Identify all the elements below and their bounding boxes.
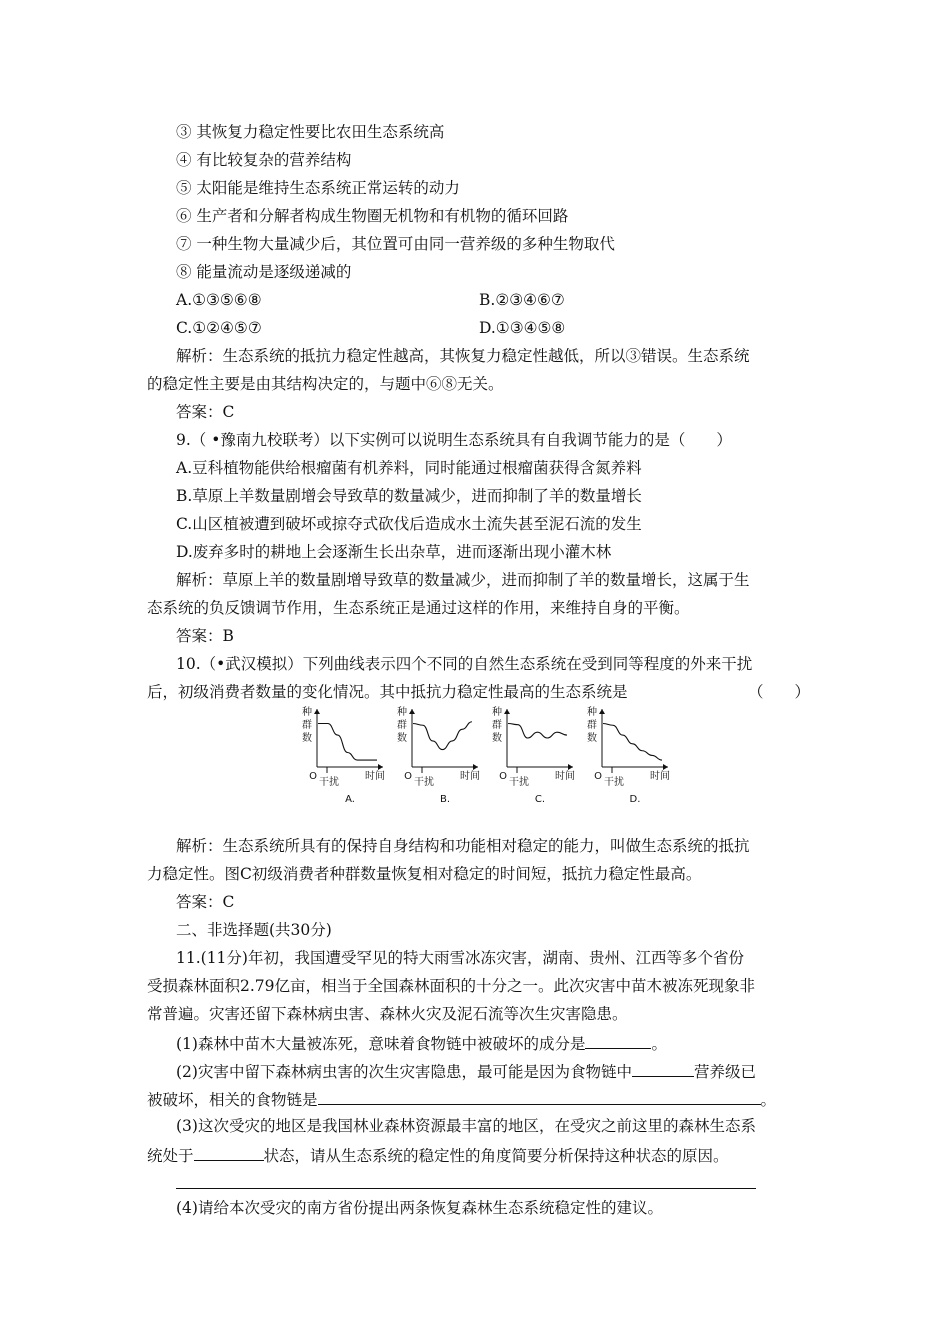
panel-c-ylabel-char: 种 — [492, 707, 502, 718]
panel-c-curve — [508, 724, 567, 739]
q8-answer: 答案：C — [176, 403, 235, 421]
q11-part2-end: 。 — [760, 1091, 777, 1109]
panel-a-y-arrow — [314, 709, 320, 714]
panel-d-ylabel-char: 群 — [587, 720, 597, 731]
q11-part2-line1 — [176, 1060, 756, 1082]
option-7: ⑦ 一种生物大量减少后，其位置可由同一营养级的多种生物取代 — [176, 235, 615, 253]
q11-part2-text-c: 被破坏，相关的食物链是 — [147, 1091, 318, 1109]
q9-analysis-line2: 态系统的负反馈调节作用，生态系统正是通过这样的作用，来维持自身的平衡。 — [147, 599, 690, 617]
q9-analysis-line1: 解析：草原上羊的数量剧增导致草的数量减少，进而抑制了羊的数量增长，这属于生 — [176, 571, 750, 589]
q9-choice-a: A.豆科植物能供给根瘤菌有机养料，同时能通过根瘤菌获得含氮养料 — [176, 459, 642, 477]
panel-d-ylabel-char: 种 — [587, 707, 597, 718]
q9-stem: 9.（ •豫南九校联考）以下实例可以说明生态系统具有自我调节能力的是（ ） — [176, 431, 732, 449]
q10-analysis-line1: 解析：生态系统所具有的保持自身结构和功能相对稳定的能力，叫做生态系统的抵抗 — [176, 837, 750, 855]
panel-a-curve — [318, 724, 377, 761]
population-curves-figure — [302, 703, 685, 808]
q8-analysis-line1: 解析：生态系统的抵抗力稳定性越高，其恢复力稳定性越低，所以③错误。生态系统 — [176, 347, 750, 365]
q11-part3-answer-line[interactable] — [176, 1188, 756, 1189]
panel-d-x-arrow — [663, 764, 668, 770]
panel-c-x-arrow — [568, 764, 573, 770]
panel-c-label: C. — [534, 794, 546, 805]
panel-c-xlabel: 时间 — [555, 771, 575, 782]
q8-choice-a: A.①③⑤⑥⑧ — [176, 291, 262, 309]
option-6: ⑥ 生产者和分解者构成生物圈无机物和有机物的循环回路 — [176, 207, 569, 225]
q11-part3-line1: (3)这次受灾的地区是我国林业森林资源最丰富的地区，在受灾之前这里的森林生态系 — [176, 1117, 756, 1135]
option-3: ③ 其恢复力稳定性要比农田生态系统高 — [176, 123, 445, 141]
q8-analysis-line2: 的稳定性主要是由其结构决定的，与题中⑥⑧无关。 — [147, 375, 504, 393]
panel-a-xlabel: 时间 — [365, 771, 385, 782]
q8-choice-d: D.①③④⑤⑧ — [479, 319, 566, 337]
panel-d-y-arrow — [599, 709, 605, 714]
population-curves-svg — [302, 703, 685, 808]
panel-a-ylabel-char: 种 — [302, 707, 312, 718]
panel-a-x-arrow — [378, 764, 383, 770]
panel-d-disturb-label: 干扰 — [604, 777, 624, 788]
q10-stem-line1: 10.（•武汉模拟）下列曲线表示四个不同的自然生态系统在受到同等程度的外来干扰 — [176, 655, 753, 673]
panel-a-ylabel-char: 群 — [302, 720, 312, 731]
option-4: ④ 有比较复杂的营养结构 — [176, 151, 352, 169]
panel-a-disturb-label: 干扰 — [319, 777, 339, 788]
panel-c-y-arrow — [504, 709, 510, 714]
panel-d-curve — [603, 724, 662, 761]
q11-part2-text-b: 营养级已 — [693, 1063, 756, 1081]
section-heading-nonchoice: 二、非选择题(共30分) — [176, 921, 332, 939]
q11-part1-end: 。 — [651, 1035, 667, 1053]
q11-part4: (4)请给本次受灾的南方省份提出两条恢复森林生态系统稳定性的建议。 — [176, 1199, 663, 1217]
panel-d-xlabel: 时间 — [650, 771, 670, 782]
q11-part3-state-blank[interactable] — [194, 1144, 264, 1161]
q10-answer: 答案：C — [176, 893, 235, 911]
option-5: ⑤ 太阳能是维持生态系统正常运转的动力 — [176, 179, 460, 197]
panel-b-disturb-label: 干扰 — [414, 777, 434, 788]
q11-part2-chain-blank[interactable] — [318, 1088, 761, 1105]
panel-c-ylabel-char: 群 — [492, 720, 502, 731]
panel-b-y-arrow — [409, 709, 415, 714]
panel-b-ylabel-char: 种 — [397, 707, 407, 718]
panel-a-ylabel-char: 数 — [302, 733, 312, 744]
panel-b-ylabel-char: 群 — [397, 720, 407, 731]
panel-c-ylabel-char: 数 — [492, 733, 502, 744]
panel-c-disturb-label: 干扰 — [509, 777, 529, 788]
q10-stem-line2: 后，初级消费者数量的变化情况。其中抵抗力稳定性最高的生态系统是 — [147, 683, 628, 701]
q10-analysis-line2: 力稳定性。图C初级消费者种群数量恢复相对稳定的时间短，抵抗力稳定性最高。 — [147, 865, 702, 883]
q11-stem-line3: 常普遍。灾害还留下森林病虫害、森林火灾及泥石流等次生灾害隐患。 — [147, 1005, 628, 1023]
panel-d-ylabel-char: 数 — [587, 733, 597, 744]
q9-choice-c: C.山区植被遭到破坏或掠夺式砍伐后造成水土流失甚至泥石流的发生 — [176, 515, 642, 533]
panel-a-origin-label: O — [309, 771, 317, 782]
q11-part3-text-c: 状态，请从生态系统的稳定性的角度简要分析保持这种状态的原因。 — [263, 1147, 729, 1165]
q11-part2-level-blank[interactable] — [632, 1060, 694, 1077]
q11-part1-blank[interactable] — [585, 1032, 651, 1049]
panel-b-ylabel-char: 数 — [397, 733, 407, 744]
panel-b-label: B. — [439, 794, 451, 805]
q9-choice-b: B.草原上羊数量剧增会导致草的数量减少，进而抑制了羊的数量增长 — [176, 487, 642, 505]
panel-b-xlabel: 时间 — [460, 771, 480, 782]
q11-part3-line2 — [147, 1144, 729, 1166]
option-8: ⑧ 能量流动是逐级递减的 — [176, 263, 352, 281]
q9-answer: 答案：B — [176, 627, 234, 645]
q11-stem-line1: 11.(11分)年初，我国遭受罕见的特大雨雪冰冻灾害，湖南、贵州、江西等多个省份 — [176, 949, 744, 967]
q11-part1-text: (1)森林中苗木大量被冻死，意味着食物链中被破坏的成分是 — [176, 1035, 586, 1053]
q9-choice-d: D.废弃多时的耕地上会逐渐生长出杂草，进而逐渐出现小灌木林 — [176, 543, 612, 561]
q11-part2-text: (2)灾害中留下森林病虫害的次生灾害隐患，最可能是因为食物链中 — [176, 1063, 632, 1081]
panel-b-origin-label: O — [404, 771, 412, 782]
q11-part1 — [176, 1032, 667, 1054]
q8-choice-b: B.②③④⑥⑦ — [479, 291, 565, 309]
panel-a-label: A. — [345, 794, 355, 805]
q10-answer-bracket: （ ） — [748, 683, 811, 701]
panel-b-curve — [413, 722, 472, 750]
q11-part2-line2 — [147, 1088, 776, 1110]
q11-stem-line2: 受损森林面积2.79亿亩，相当于全国森林面积的十分之一。此次灾害中苗木被冻死现象非 — [147, 977, 756, 995]
panel-c-origin-label: O — [499, 771, 507, 782]
panel-d-label: D. — [629, 794, 641, 805]
q8-choice-c: C.①②④⑤⑦ — [176, 319, 262, 337]
panel-b-x-arrow — [473, 764, 478, 770]
q11-part3-text-b: 统处于 — [147, 1147, 194, 1165]
panel-d-origin-label: O — [594, 771, 602, 782]
